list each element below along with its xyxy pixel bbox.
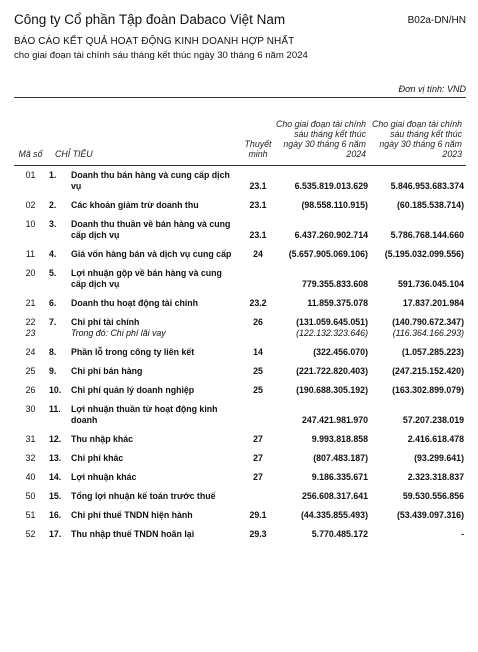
row-code: 22 (25, 317, 36, 327)
header-note: Thuyết minh (242, 98, 274, 166)
company-name: Công ty Cổ phần Tập đoàn Dabaco Việt Nam (14, 12, 286, 27)
table-row (14, 313, 466, 328)
row-note: 24 (253, 249, 263, 259)
table-row (14, 381, 466, 400)
header-period-2024: Cho giai đoạn tài chính sáu tháng kết thúc ngày 30 tháng 6 năm 2024 (274, 98, 370, 166)
row-value-2024: (122.132.323.646) (296, 328, 368, 338)
row-item (47, 400, 242, 430)
row-code: 24 (25, 347, 36, 357)
row-item (47, 506, 242, 525)
row-label: Trong đó: Chi phí lãi vay (71, 328, 166, 338)
row-note: 27 (253, 472, 263, 482)
row-value-2023: (5.195.032.099.556) (384, 249, 464, 259)
row-index: 5. (49, 268, 57, 278)
table-row (14, 362, 466, 381)
table-row (14, 506, 466, 525)
row-item (47, 313, 242, 328)
row-value-2024: (131.059.645.051) (296, 317, 368, 327)
row-item (47, 196, 242, 215)
row-index: 9. (49, 366, 57, 376)
row-label: Các khoản giảm trừ doanh thu (71, 200, 199, 210)
table-row (14, 294, 466, 313)
row-item (47, 264, 242, 294)
row-label: Chi phí khác (71, 453, 124, 463)
row-item (47, 294, 242, 313)
row-label: Thu nhập khác (71, 434, 134, 444)
table-row (14, 400, 466, 430)
table-row (14, 468, 466, 487)
row-note: 27 (253, 453, 263, 463)
row-label: Doanh thu thuần về bán hàng và cung cấp dịch vụ (71, 219, 231, 240)
row-note: 29.3 (249, 529, 267, 539)
row-label: Doanh thu hoạt động tài chính (71, 298, 199, 308)
row-note: 23.1 (249, 230, 267, 240)
row-value-2024: 256.608.317.641 (301, 491, 368, 501)
table-header-row (14, 98, 466, 166)
row-value-2024: 9.186.335.671 (311, 472, 368, 482)
row-code: 11 (25, 249, 36, 259)
row-index: 13. (49, 453, 62, 463)
row-item (47, 343, 242, 362)
row-value-2023: 2.323.318.837 (407, 472, 464, 482)
row-code: 30 (25, 404, 36, 414)
row-index: 16. (49, 510, 62, 520)
row-code: 25 (25, 366, 36, 376)
row-value-2023: (247.215.152.420) (392, 366, 464, 376)
row-code: 02 (25, 200, 36, 210)
row-item (47, 525, 242, 544)
row-value-2024: 5.770.485.172 (311, 529, 368, 539)
row-index: 12. (49, 434, 62, 444)
row-value-2024: 11.859.375.078 (307, 298, 368, 308)
header-code: Mã số (14, 98, 47, 166)
row-note: 29.1 (249, 510, 267, 520)
row-label: Lợi nhuận gộp về bán hàng và cung cấp dịch vụ (71, 268, 222, 289)
row-value-2024: (221.722.820.403) (296, 366, 368, 376)
report-title: BÁO CÁO KẾT QUẢ HOẠT ĐỘNG KINH DOANH HỢP NHẤT (14, 36, 295, 47)
row-index: 8. (49, 347, 57, 357)
row-item (47, 166, 242, 197)
row-label: Doanh thu bán hàng và cung cấp dịch vụ (71, 170, 230, 191)
row-item (47, 468, 242, 487)
row-note: 25 (253, 366, 263, 376)
row-code: 01 (25, 170, 36, 180)
row-label: Tổng lợi nhuận kế toán trước thuế (71, 491, 216, 501)
row-code: 20 (25, 268, 36, 278)
row-value-2023: (163.302.899.079) (392, 385, 464, 395)
table-row (14, 196, 466, 215)
row-index: 6. (49, 298, 57, 308)
row-value-2024: (322.456.070) (313, 347, 368, 357)
row-value-2023: 59.530.556.856 (402, 491, 464, 501)
table-row (14, 487, 466, 506)
header-period-2023: Cho giai đoạn tài chính sáu tháng kết thúc ngày 30 tháng 6 năm 2023 (370, 98, 466, 166)
row-value-2024: (5.657.905.069.106) (288, 249, 368, 259)
row-value-2023: (116.364.166.293) (392, 328, 464, 338)
row-label: Chi phí quản lý doanh nghiệp (71, 385, 195, 395)
row-note: 23.1 (249, 181, 267, 191)
row-index: 2. (49, 200, 57, 210)
row-label: Lợi nhuận thuần từ hoạt động kinh doanh (71, 404, 218, 425)
row-index: 10. (49, 385, 62, 395)
table-row (14, 264, 466, 294)
row-value-2024: 779.355.833.608 (301, 279, 368, 289)
table-body (14, 166, 466, 545)
row-label: Phần lỗ trong công ty liên kết (71, 347, 195, 357)
row-code: 40 (25, 472, 36, 482)
row-note (242, 400, 274, 430)
row-value-2023: (93.299.641) (414, 453, 464, 463)
row-note: 23.2 (249, 298, 267, 308)
row-value-2023: (1.057.285.223) (401, 347, 464, 357)
row-value-2023: 5.786.768.144.660 (390, 230, 464, 240)
table-row (14, 215, 466, 245)
row-label: Thu nhập thuế TNDN hoãn lại (71, 529, 195, 539)
row-value-2024: (190.688.305.192) (296, 385, 368, 395)
row-item (47, 362, 242, 381)
row-index: 15. (49, 491, 62, 501)
row-value-2024: 6.437.260.902.714 (294, 230, 368, 240)
form-code: B02a-DN/HN (407, 15, 466, 26)
row-item (47, 487, 242, 506)
row-item (47, 245, 242, 264)
row-item (47, 215, 242, 245)
row-code: 31 (25, 434, 36, 444)
table-row (14, 430, 466, 449)
row-index: 3. (49, 219, 57, 229)
row-index: 4. (49, 249, 57, 259)
row-label: Giá vốn hàng bán và dịch vụ cung cấp (71, 249, 232, 259)
table-row (14, 166, 466, 197)
row-value-2023: 17.837.201.984 (402, 298, 464, 308)
row-note: 27 (253, 434, 263, 444)
row-value-2023: (60.185.538.714) (396, 200, 464, 210)
row-code: 21 (25, 298, 36, 308)
table-row (14, 245, 466, 264)
row-value-2024: 247.421.981.970 (301, 415, 368, 425)
report-subtitle: cho giai đoạn tài chính sáu tháng kết thúc ngày 30 tháng 6 năm 2024 (14, 50, 308, 61)
row-index: 14. (49, 472, 62, 482)
row-item (47, 430, 242, 449)
row-label: Chi phí tài chính (71, 317, 140, 327)
row-note (242, 487, 274, 506)
row-value-2023: 5.846.953.683.374 (390, 181, 464, 191)
row-code: 10 (25, 219, 36, 229)
row-value-2024: 9.993.818.858 (311, 434, 368, 444)
row-label: Chi phí bán hàng (71, 366, 143, 376)
row-value-2023: 57.207.238.019 (402, 415, 464, 425)
table-row (14, 328, 466, 343)
row-value-2023: 2.416.618.478 (407, 434, 464, 444)
row-value-2023: 591.736.045.104 (397, 279, 464, 289)
row-item (47, 328, 242, 343)
row-index: 1. (49, 170, 57, 180)
header-item: CHỈ TIÊU (47, 98, 242, 166)
row-note: 25 (253, 385, 263, 395)
row-item (47, 381, 242, 400)
row-code: 52 (25, 529, 36, 539)
row-code: 32 (25, 453, 36, 463)
row-index: 7. (49, 317, 57, 327)
row-value-2023: - (461, 529, 464, 539)
row-index: 17. (49, 529, 62, 539)
row-index: 11. (49, 404, 61, 414)
row-value-2024: (98.558.110.915) (301, 200, 368, 210)
row-item (47, 449, 242, 468)
table-row (14, 525, 466, 544)
row-code: 26 (25, 385, 36, 395)
row-note: 23.1 (249, 200, 267, 210)
row-note (242, 328, 274, 343)
row-value-2024: (807.483.187) (313, 453, 368, 463)
row-code: 51 (25, 510, 36, 520)
table-row (14, 343, 466, 362)
row-code: 23 (25, 328, 36, 338)
row-code: 50 (25, 491, 36, 501)
row-value-2024: (44.335.855.493) (300, 510, 368, 520)
row-value-2023: (140.790.672.347) (392, 317, 464, 327)
row-value-2024: 6.535.819.013.629 (294, 181, 368, 191)
row-note: 14 (253, 347, 263, 357)
row-note (242, 264, 274, 294)
currency-unit: Đơn vị tính: VND (398, 84, 466, 94)
row-note: 26 (253, 317, 263, 327)
income-statement-table (14, 97, 466, 544)
table-row (14, 449, 466, 468)
row-value-2023: (53.439.097.316) (396, 510, 464, 520)
row-label: Chi phí thuế TNDN hiện hành (71, 510, 193, 520)
row-label: Lợi nhuận khác (71, 472, 137, 482)
